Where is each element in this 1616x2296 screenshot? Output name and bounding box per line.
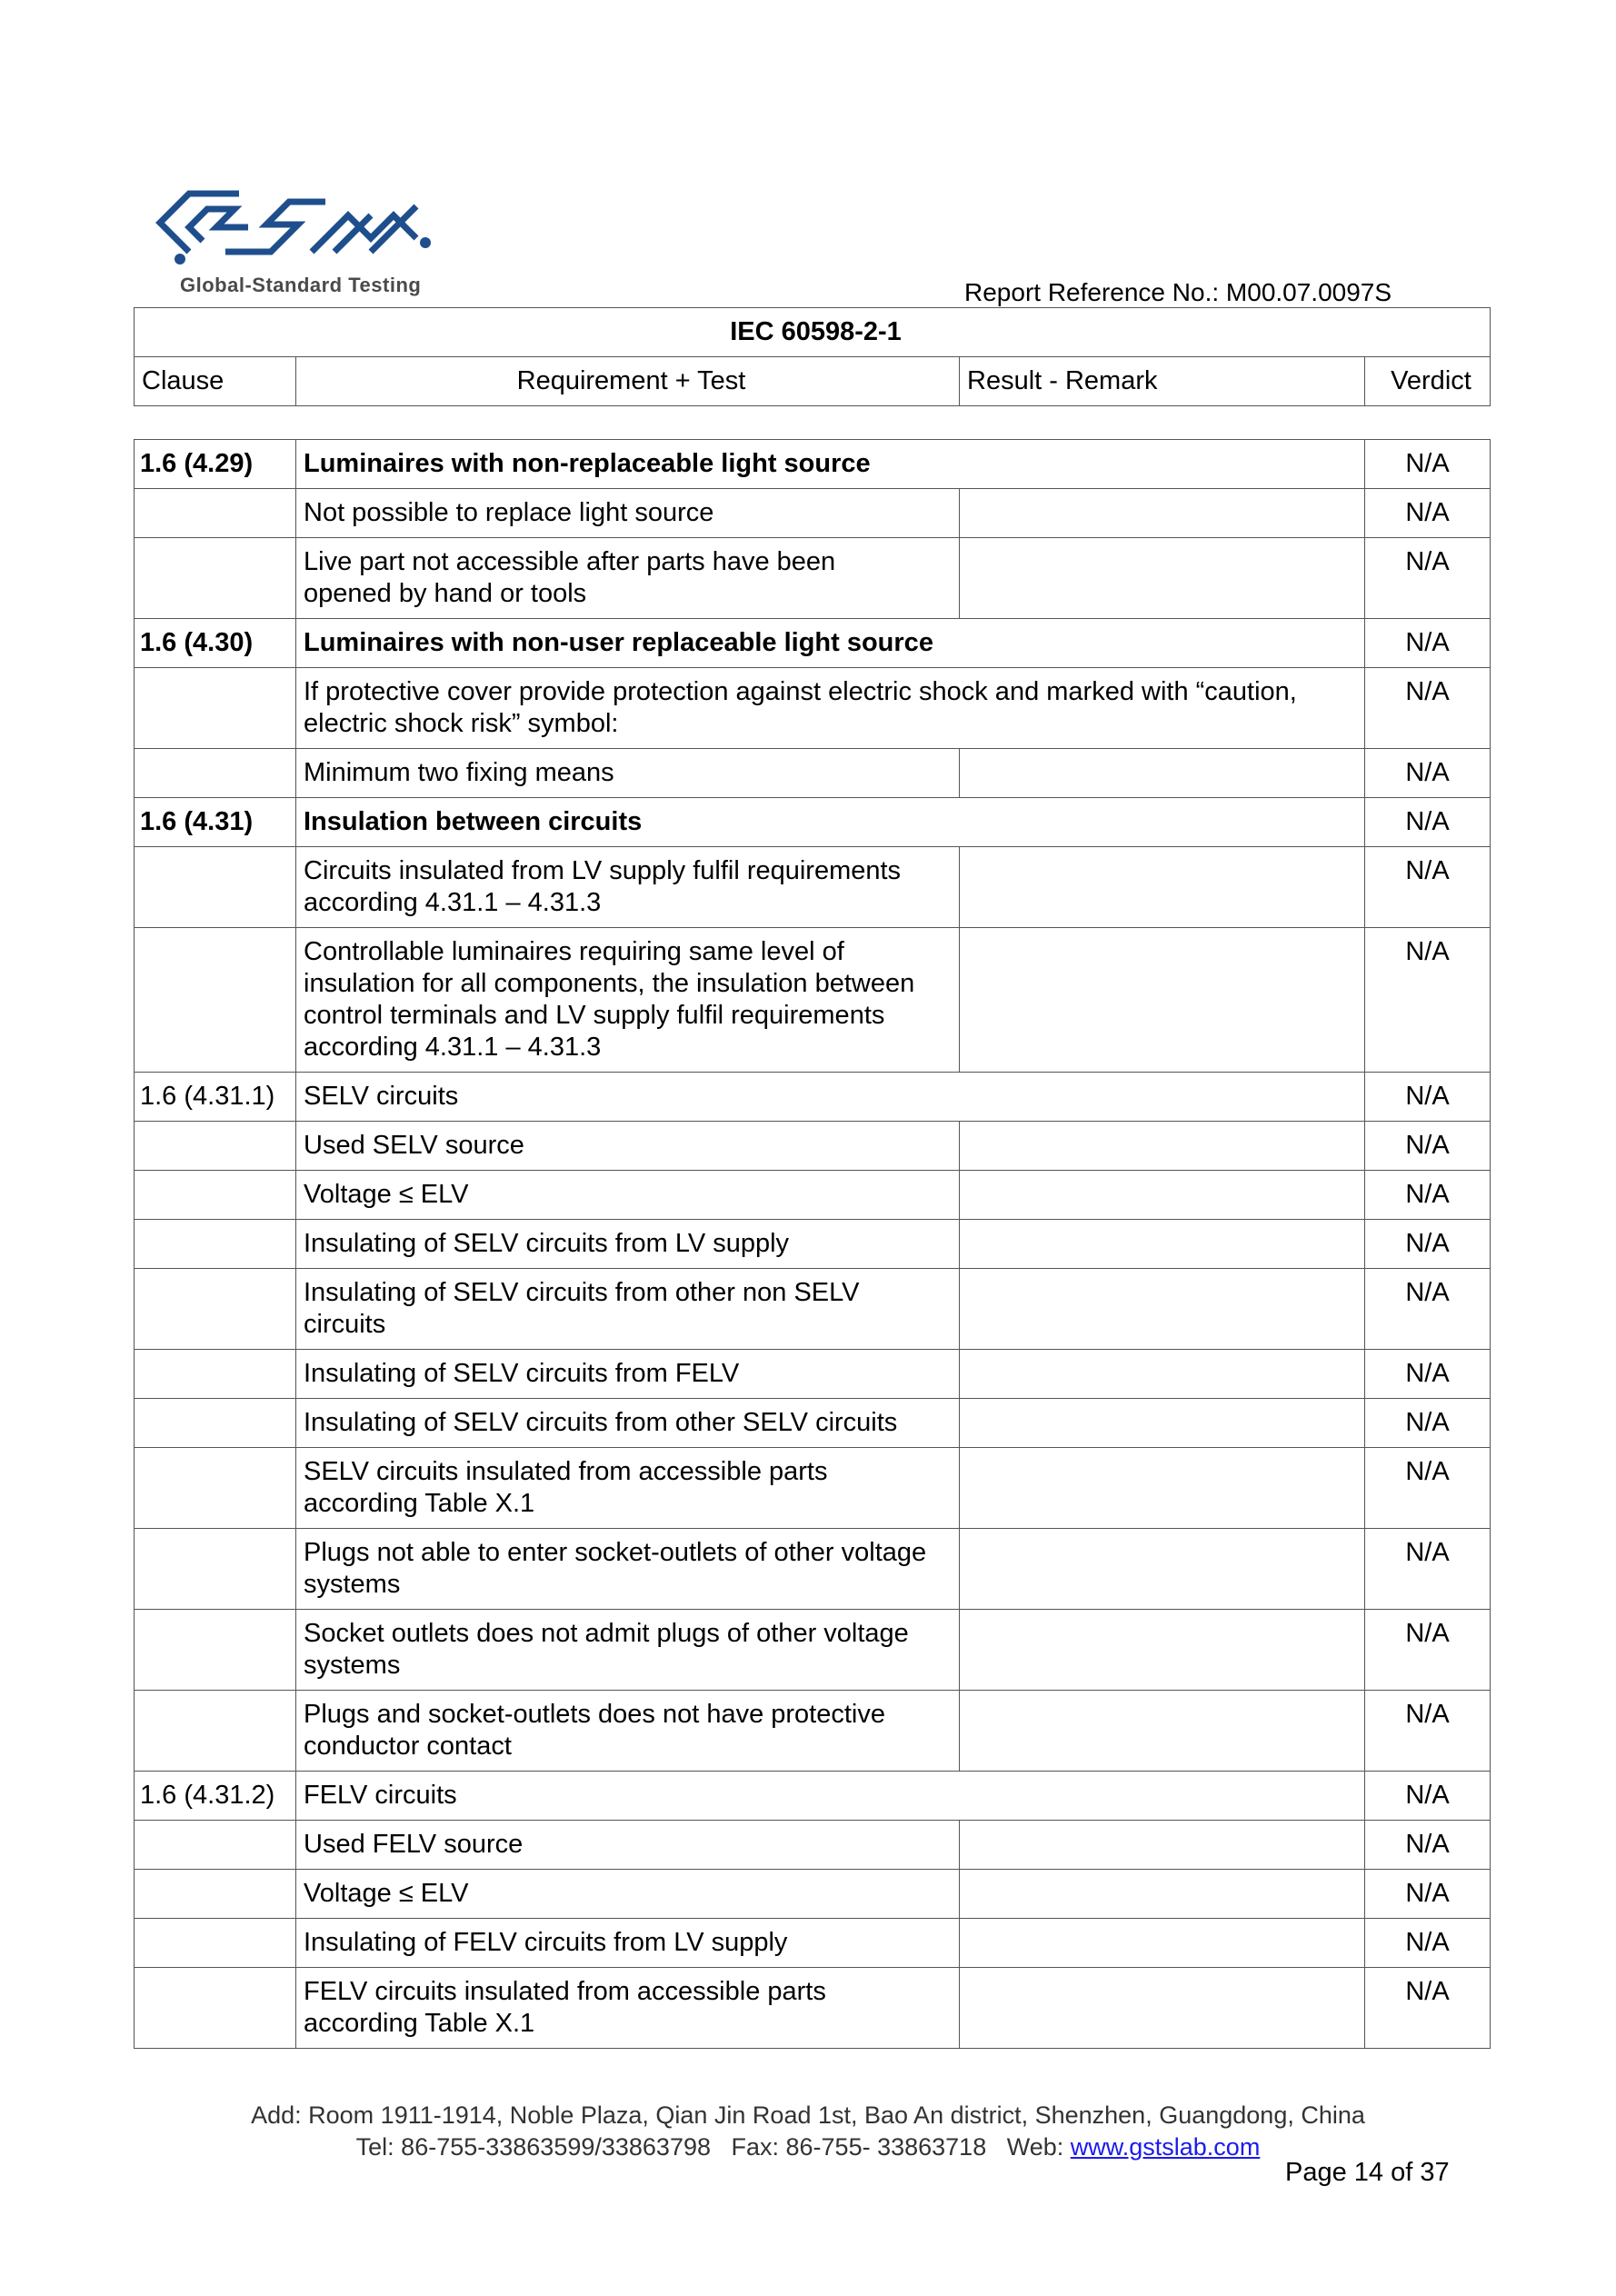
clause-cell (135, 1448, 296, 1529)
clause-cell (135, 1350, 296, 1399)
result-remark-cell (960, 1220, 1365, 1269)
verdict-cell: N/A (1365, 1073, 1491, 1122)
report-reference: Report Reference No.: M00.07.0097S (964, 278, 1392, 306)
clause-cell: 1.6 (4.31.2) (135, 1772, 296, 1821)
clause-cell (135, 1171, 296, 1220)
company-logo (153, 186, 453, 304)
verdict-cell: N/A (1365, 440, 1491, 489)
footer-contact-text: Tel: 86-755-33863599/33863798 Fax: 86-755- 33863718 Web: (355, 2133, 1071, 2161)
verdict-cell: N/A (1365, 1529, 1491, 1610)
verdict-cell: N/A (1365, 1691, 1491, 1772)
result-remark-cell (960, 1269, 1365, 1350)
table-row (135, 619, 1491, 668)
table-row (135, 1171, 1491, 1220)
verdict-cell: N/A (1365, 1870, 1491, 1919)
verdict-cell: N/A (1365, 538, 1491, 619)
clause-cell (135, 538, 296, 619)
verdict-cell: N/A (1365, 489, 1491, 538)
verdict-cell: N/A (1365, 619, 1491, 668)
verdict-cell: N/A (1365, 1122, 1491, 1171)
requirement-cell: FELV circuits (296, 1772, 1365, 1821)
table-row (135, 1529, 1491, 1610)
clause-cell (135, 1529, 296, 1610)
table-row (135, 1073, 1491, 1122)
requirement-cell: Live part not accessible after parts have been opened by hand or tools (296, 538, 960, 619)
table-row (135, 1821, 1491, 1870)
requirement-cell: Plugs not able to enter socket-outlets of other voltage systems (296, 1529, 960, 1610)
clause-cell (135, 668, 296, 749)
table-row (135, 1448, 1491, 1529)
header-table (134, 307, 1491, 406)
clause-cell: 1.6 (4.30) (135, 619, 296, 668)
requirement-cell: Voltage ≤ ELV (296, 1171, 960, 1220)
clause-cell (135, 749, 296, 798)
clause-cell (135, 1269, 296, 1350)
verdict-cell: N/A (1365, 1821, 1491, 1870)
verdict-cell: N/A (1365, 1448, 1491, 1529)
table-row (135, 1399, 1491, 1448)
col-header-requirement: Requirement + Test (296, 357, 960, 406)
result-remark-cell (960, 928, 1365, 1073)
result-remark-cell (960, 1448, 1365, 1529)
requirement-cell: SELV circuits insulated from accessible parts according Table X.1 (296, 1448, 960, 1529)
requirement-cell: Insulating of SELV circuits from other non SELV circuits (296, 1269, 960, 1350)
requirement-cell: Luminaires with non-user replaceable light source (296, 619, 1365, 668)
clause-cell: 1.6 (4.31) (135, 798, 296, 847)
standard-title: IEC 60598-2-1 (135, 308, 1491, 357)
table-row (135, 1610, 1491, 1691)
table-row (135, 1122, 1491, 1171)
result-remark-cell (960, 1821, 1365, 1870)
requirement-cell: Minimum two fixing means (296, 749, 960, 798)
logo-text: Global-Standard Testing (180, 274, 422, 296)
table-row (135, 847, 1491, 928)
requirement-cell: Controllable luminaires requiring same level of insulation for all components, the insulation between control terminals and LV supply fulfil requirements according 4.31.1 – 4.31.3 (296, 928, 960, 1073)
clause-cell (135, 847, 296, 928)
clause-cell (135, 1691, 296, 1772)
result-remark-cell (960, 489, 1365, 538)
requirement-cell: Insulation between circuits (296, 798, 1365, 847)
verdict-cell: N/A (1365, 1772, 1491, 1821)
clause-cell (135, 1610, 296, 1691)
clause-cell: 1.6 (4.29) (135, 440, 296, 489)
clause-cell (135, 1821, 296, 1870)
requirement-cell: Used FELV source (296, 1821, 960, 1870)
requirement-cell: Not possible to replace light source (296, 489, 960, 538)
table-row (135, 668, 1491, 749)
col-header-clause: Clause (135, 357, 296, 406)
verdict-cell: N/A (1365, 1350, 1491, 1399)
result-remark-cell (960, 1171, 1365, 1220)
result-remark-cell (960, 538, 1365, 619)
table-row (135, 1350, 1491, 1399)
table-row (135, 928, 1491, 1073)
clause-cell (135, 1122, 296, 1171)
requirement-cell: Circuits insulated from LV supply fulfil requirements according 4.31.1 – 4.31.3 (296, 847, 960, 928)
result-remark-cell (960, 847, 1365, 928)
verdict-cell: N/A (1365, 1610, 1491, 1691)
verdict-cell: N/A (1365, 1269, 1491, 1350)
verdict-cell: N/A (1365, 1968, 1491, 2049)
clause-cell: 1.6 (4.31.1) (135, 1073, 296, 1122)
footer-address: Add: Room 1911-1914, Noble Plaza, Qian Jin Road 1st, Bao An district, Shenzhen, Guangdong, China (251, 2101, 1365, 2129)
footer (0, 2100, 1616, 2163)
table-row (135, 538, 1491, 619)
verdict-cell: N/A (1365, 668, 1491, 749)
requirement-cell: SELV circuits (296, 1073, 1365, 1122)
clause-cell (135, 1220, 296, 1269)
col-header-result: Result - Remark (960, 357, 1365, 406)
clause-cell (135, 1919, 296, 1968)
table-row (135, 1968, 1491, 2049)
requirement-cell: Insulating of SELV circuits from FELV (296, 1350, 960, 1399)
result-remark-cell (960, 1399, 1365, 1448)
col-header-verdict: Verdict (1365, 357, 1491, 406)
result-remark-cell (960, 1968, 1365, 2049)
requirement-cell: Voltage ≤ ELV (296, 1870, 960, 1919)
requirement-cell: Plugs and socket-outlets does not have protective conductor contact (296, 1691, 960, 1772)
verdict-cell: N/A (1365, 847, 1491, 928)
website-link[interactable]: www.gstslab.com (1070, 2133, 1261, 2161)
table-row (135, 1870, 1491, 1919)
requirement-cell: Insulating of SELV circuits from LV supply (296, 1220, 960, 1269)
table-row (135, 440, 1491, 489)
result-remark-cell (960, 749, 1365, 798)
result-remark-cell (960, 1122, 1365, 1171)
verdict-cell: N/A (1365, 1171, 1491, 1220)
clause-cell (135, 1870, 296, 1919)
clause-cell (135, 1968, 296, 2049)
verdict-cell: N/A (1365, 749, 1491, 798)
requirement-cell: Used SELV source (296, 1122, 960, 1171)
result-remark-cell (960, 1529, 1365, 1610)
requirement-cell: Socket outlets does not admit plugs of other voltage systems (296, 1610, 960, 1691)
requirement-cell: Luminaires with non-replaceable light source (296, 440, 1365, 489)
table-row (135, 1772, 1491, 1821)
clause-cell (135, 1399, 296, 1448)
requirement-cell: Insulating of SELV circuits from other SELV circuits (296, 1399, 960, 1448)
table-row (135, 1691, 1491, 1772)
result-remark-cell (960, 1350, 1365, 1399)
requirement-cell: FELV circuits insulated from accessible parts according Table X.1 (296, 1968, 960, 2049)
table-row (135, 749, 1491, 798)
result-remark-cell (960, 1691, 1365, 1772)
verdict-cell: N/A (1365, 1220, 1491, 1269)
verdict-cell: N/A (1365, 1399, 1491, 1448)
result-remark-cell (960, 1870, 1365, 1919)
verdict-cell: N/A (1365, 1919, 1491, 1968)
page-number: Page 14 of 37 (1285, 2158, 1450, 2187)
requirements-table (134, 439, 1491, 2049)
result-remark-cell (960, 1610, 1365, 1691)
clause-cell (135, 928, 296, 1073)
clause-cell (135, 489, 296, 538)
requirement-cell: Insulating of FELV circuits from LV supply (296, 1919, 960, 1968)
table-row (135, 798, 1491, 847)
result-remark-cell (960, 1919, 1365, 1968)
verdict-cell: N/A (1365, 928, 1491, 1073)
verdict-cell: N/A (1365, 798, 1491, 847)
table-row (135, 1269, 1491, 1350)
table-row (135, 1220, 1491, 1269)
logo-mark-icon (153, 186, 453, 277)
requirement-cell: If protective cover provide protection against electric shock and marked with “caution, electric shock risk” symbol: (296, 668, 1365, 749)
table-row (135, 489, 1491, 538)
table-row (135, 1919, 1491, 1968)
